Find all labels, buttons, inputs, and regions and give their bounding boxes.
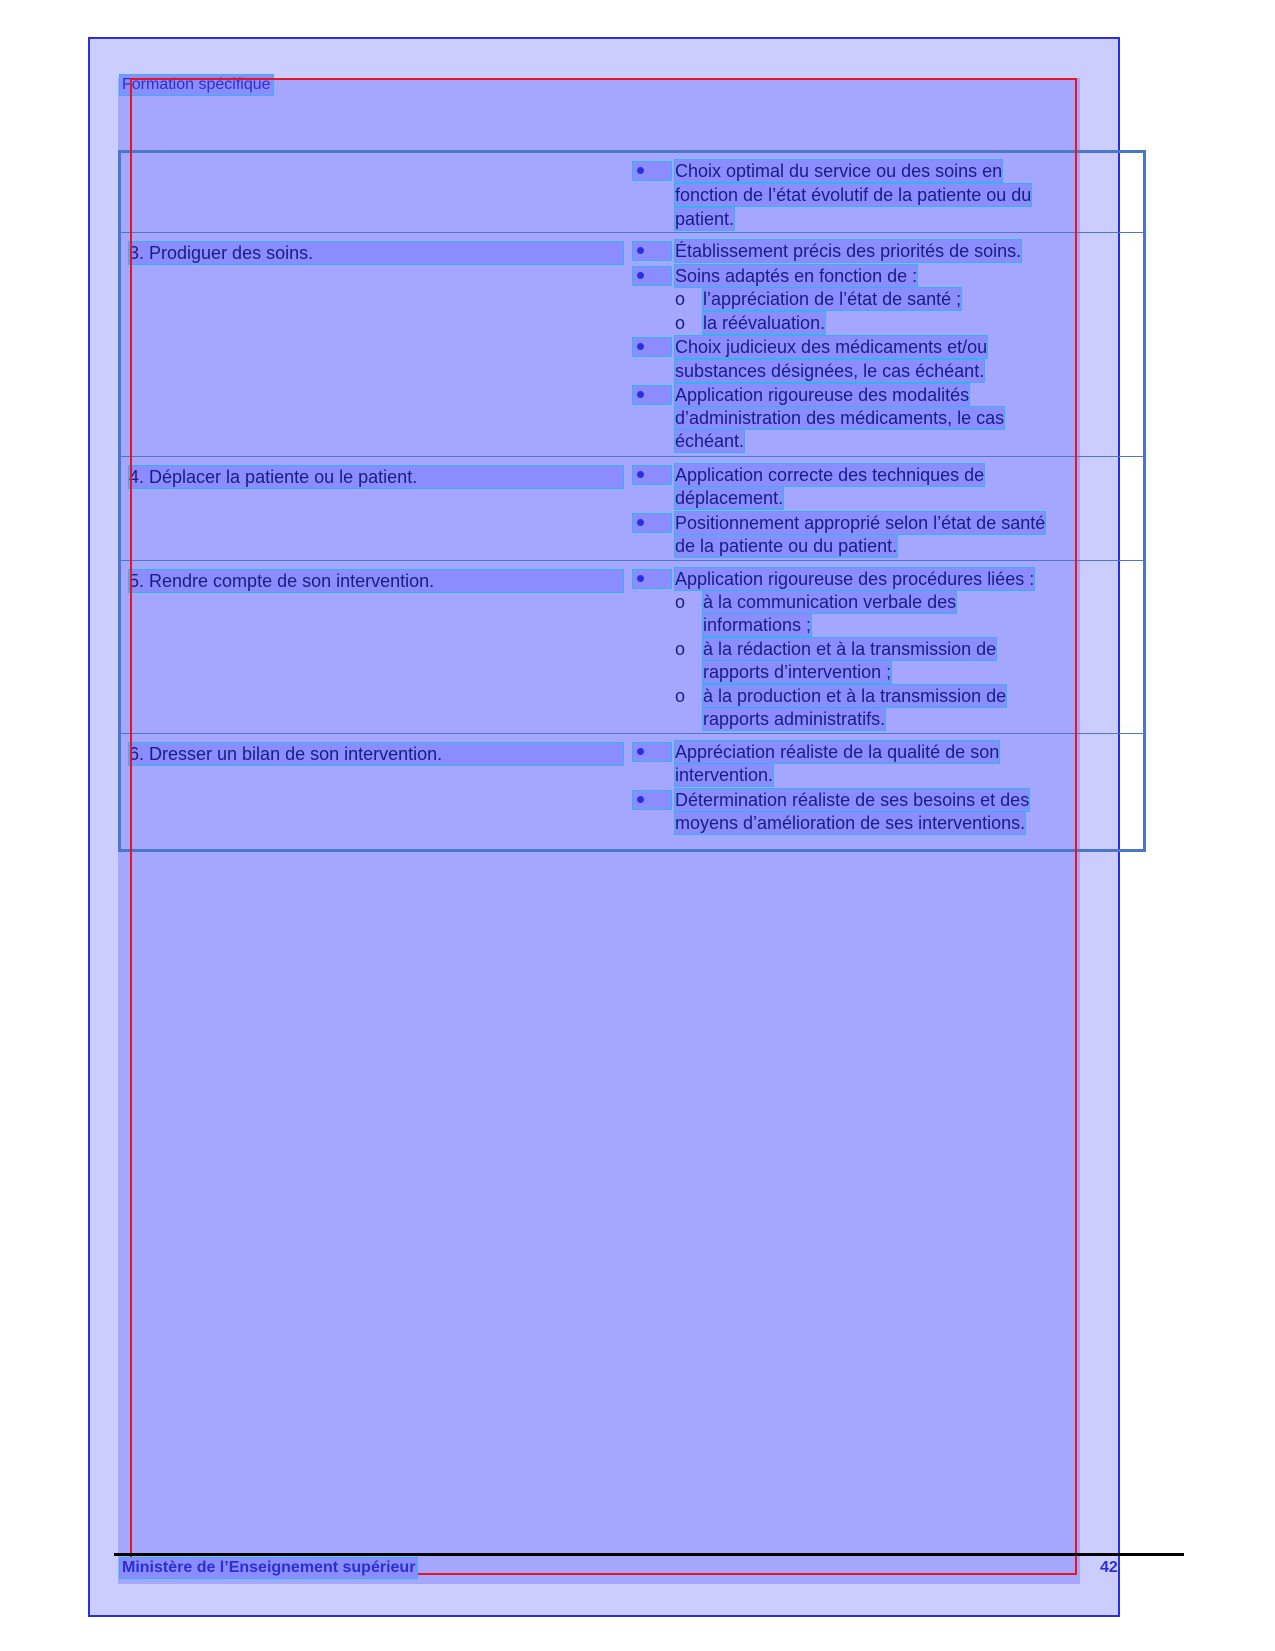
sub-criterion-line: rapports d’intervention ; (703, 662, 892, 682)
bullet-icon (633, 267, 671, 285)
sub-criterion-line: rapports administratifs. (703, 709, 886, 729)
sub-marker: o (675, 639, 686, 659)
bullet-icon (633, 242, 671, 260)
task-label: 6. Dresser un bilan de son intervention. (129, 743, 623, 765)
criterion-line: Établissement précis des priorités de soins. (675, 241, 1022, 261)
task-label: 5. Rendre compte de son intervention. (129, 570, 623, 592)
competency-table (118, 150, 1146, 852)
bullet-icon (633, 514, 671, 532)
bullet-icon (633, 338, 671, 356)
criterion-line: Choix judicieux des médicaments et/ou (675, 337, 988, 357)
bullet-icon (633, 743, 671, 761)
criterion-line: patient. (675, 209, 735, 229)
criterion-line: moyens d’amélioration de ses interventions. (675, 813, 1026, 833)
task-label: 4. Déplacer la patiente ou le patient. (129, 466, 623, 488)
criterion-line: Application rigoureuse des procédures liées : (675, 569, 1035, 589)
criterion-line: Application rigoureuse des modalités (675, 385, 970, 405)
criterion-line: fonction de l’état évolutif de la patiente ou du (675, 185, 1032, 205)
footer-rule (114, 1553, 1184, 1556)
sub-marker: o (675, 313, 686, 333)
criterion-line: Application correcte des techniques de (675, 465, 985, 485)
criterion-line: échéant. (675, 431, 745, 451)
bullet-icon (633, 791, 671, 809)
criterion-line: substances désignées, le cas échéant. (675, 361, 985, 381)
footer-ministry: Ministère de l’Enseignement supérieur (122, 1559, 416, 1576)
table-row (121, 733, 1143, 852)
criterion-line: déplacement. (675, 488, 784, 508)
sub-criterion-line: la réévaluation. (703, 313, 826, 333)
table-row (121, 232, 1143, 456)
criterion-line: Appréciation réaliste de la qualité de son (675, 742, 1000, 762)
table-row (121, 560, 1143, 733)
criterion-line: Choix optimal du service ou des soins en (675, 161, 1003, 181)
sub-criterion-line: à la rédaction et à la transmission de (703, 639, 997, 659)
criterion-line: Détermination réaliste de ses besoins et des (675, 790, 1030, 810)
bullet-icon (633, 162, 671, 180)
sub-criterion-line: l’appréciation de l’état de santé ; (703, 289, 962, 309)
page-number: 42 (1100, 1559, 1118, 1576)
criterion-line: Soins adaptés en fonction de : (675, 266, 918, 286)
sub-criterion-line: informations ; (703, 615, 812, 635)
sub-marker: o (675, 289, 686, 309)
task-label: 3. Prodiguer des soins. (129, 242, 623, 264)
table-row (121, 153, 1143, 232)
sub-criterion-line: à la production et à la transmission de (703, 686, 1007, 706)
bullet-icon (633, 466, 671, 484)
table-row (121, 456, 1143, 560)
criterion-line: de la patiente ou du patient. (675, 536, 898, 556)
criterion-line: d’administration des médicaments, le cas (675, 408, 1005, 428)
bullet-icon (633, 386, 671, 404)
criterion-line: Positionnement approprié selon l’état de santé (675, 513, 1046, 533)
sub-marker: o (675, 592, 686, 612)
bullet-icon (633, 570, 671, 588)
sub-criterion-line: à la communication verbale des (703, 592, 957, 612)
running-header: Formation spécifique (122, 76, 271, 93)
criterion-line: intervention. (675, 765, 774, 785)
sub-marker: o (675, 686, 686, 706)
